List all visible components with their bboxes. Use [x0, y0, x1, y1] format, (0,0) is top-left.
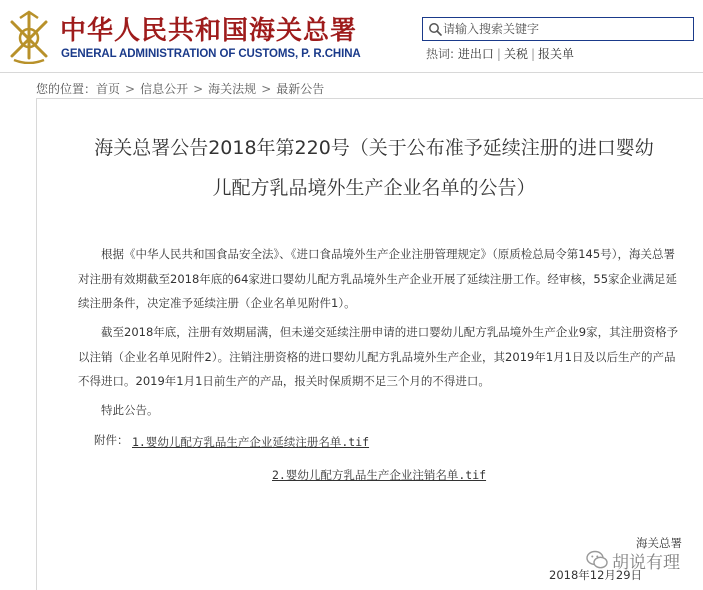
arrow-separator: >	[261, 82, 272, 96]
hot-terms: 热词: 进出口 | 关税 | 报关单	[426, 47, 575, 61]
attachment-link[interactable]: 2.婴幼儿配方乳品生产企业注销名单.tif	[272, 468, 487, 482]
attachments-label: 附件：	[94, 433, 129, 447]
signer: 海关总署	[636, 536, 682, 550]
search-input[interactable]	[443, 20, 687, 38]
wechat-icon	[586, 550, 608, 570]
arrow-separator: >	[125, 82, 136, 96]
breadcrumb-prefix: 您的位置：	[36, 82, 97, 96]
publish-date: 2018年12月29日	[549, 568, 643, 582]
site-header	[0, 0, 703, 72]
arrow-separator: >	[193, 82, 204, 96]
breadcrumb-link[interactable]: 海关法规	[208, 82, 257, 96]
search-icon[interactable]	[428, 22, 442, 36]
breadcrumb-link-current[interactable]: 最新公告	[276, 82, 325, 96]
hot-terms-label: 热词:	[426, 47, 455, 61]
breadcrumb-link[interactable]: 信息公开	[140, 82, 189, 96]
site-name-en[interactable]: GENERAL ADMINISTRATION OF CUSTOMS, P. R.CHINA	[61, 48, 361, 60]
breadcrumb	[36, 80, 324, 97]
customs-emblem-icon[interactable]	[4, 10, 54, 64]
article-title-line: 海关总署公告2018年第220号（关于公布准予延续注册的进口婴幼	[94, 137, 654, 159]
article-paragraph: 特此公告。	[101, 403, 159, 417]
breadcrumb-link-home[interactable]: 首页	[96, 82, 121, 96]
article-paragraph: 根据《中华人民共和国食品安全法》、《进口食品境外生产企业注册管理规定》（原质检总局令第145号），海关总署对注册有效期截至2018年底的64家进口婴幼儿配方乳品境外生产企业开展了延续注册工作。经审核，55家企业满足延续注册条件，决定准予延续注册（企业名单见附件1）。	[78, 247, 678, 310]
watermark-text: 胡说有理	[612, 552, 680, 573]
article-title-line: 儿配方乳品境外生产企业名单的公告）	[212, 177, 536, 199]
site-name-cn[interactable]: 中华人民共和国海关总署	[60, 16, 358, 46]
attachment-link[interactable]: 1.婴幼儿配方乳品生产企业延续注册名单.tif	[132, 435, 370, 449]
hot-term-link[interactable]: 关税	[503, 47, 528, 61]
hot-term-link[interactable]: 进出口	[457, 47, 494, 61]
article-paragraph: 截至2018年底，注册有效期届满，但未递交延续注册申请的进口婴幼儿配方乳品境外生产企业9家，其注册资格予以注销（企业名单见附件2）。注销注册资格的进口婴幼儿配方乳品境外生产企业，其2019年1月1日及以后生产的产品不得进口。2019年1月1日前生产的产品，报关时保质期不足三个月的不得进口。	[78, 325, 679, 388]
hot-term-link[interactable]: 报关单	[538, 47, 575, 61]
breadcrumb-bar	[0, 72, 703, 98]
search-box	[422, 17, 694, 41]
watermark	[586, 548, 680, 572]
article-title	[54, 128, 694, 208]
